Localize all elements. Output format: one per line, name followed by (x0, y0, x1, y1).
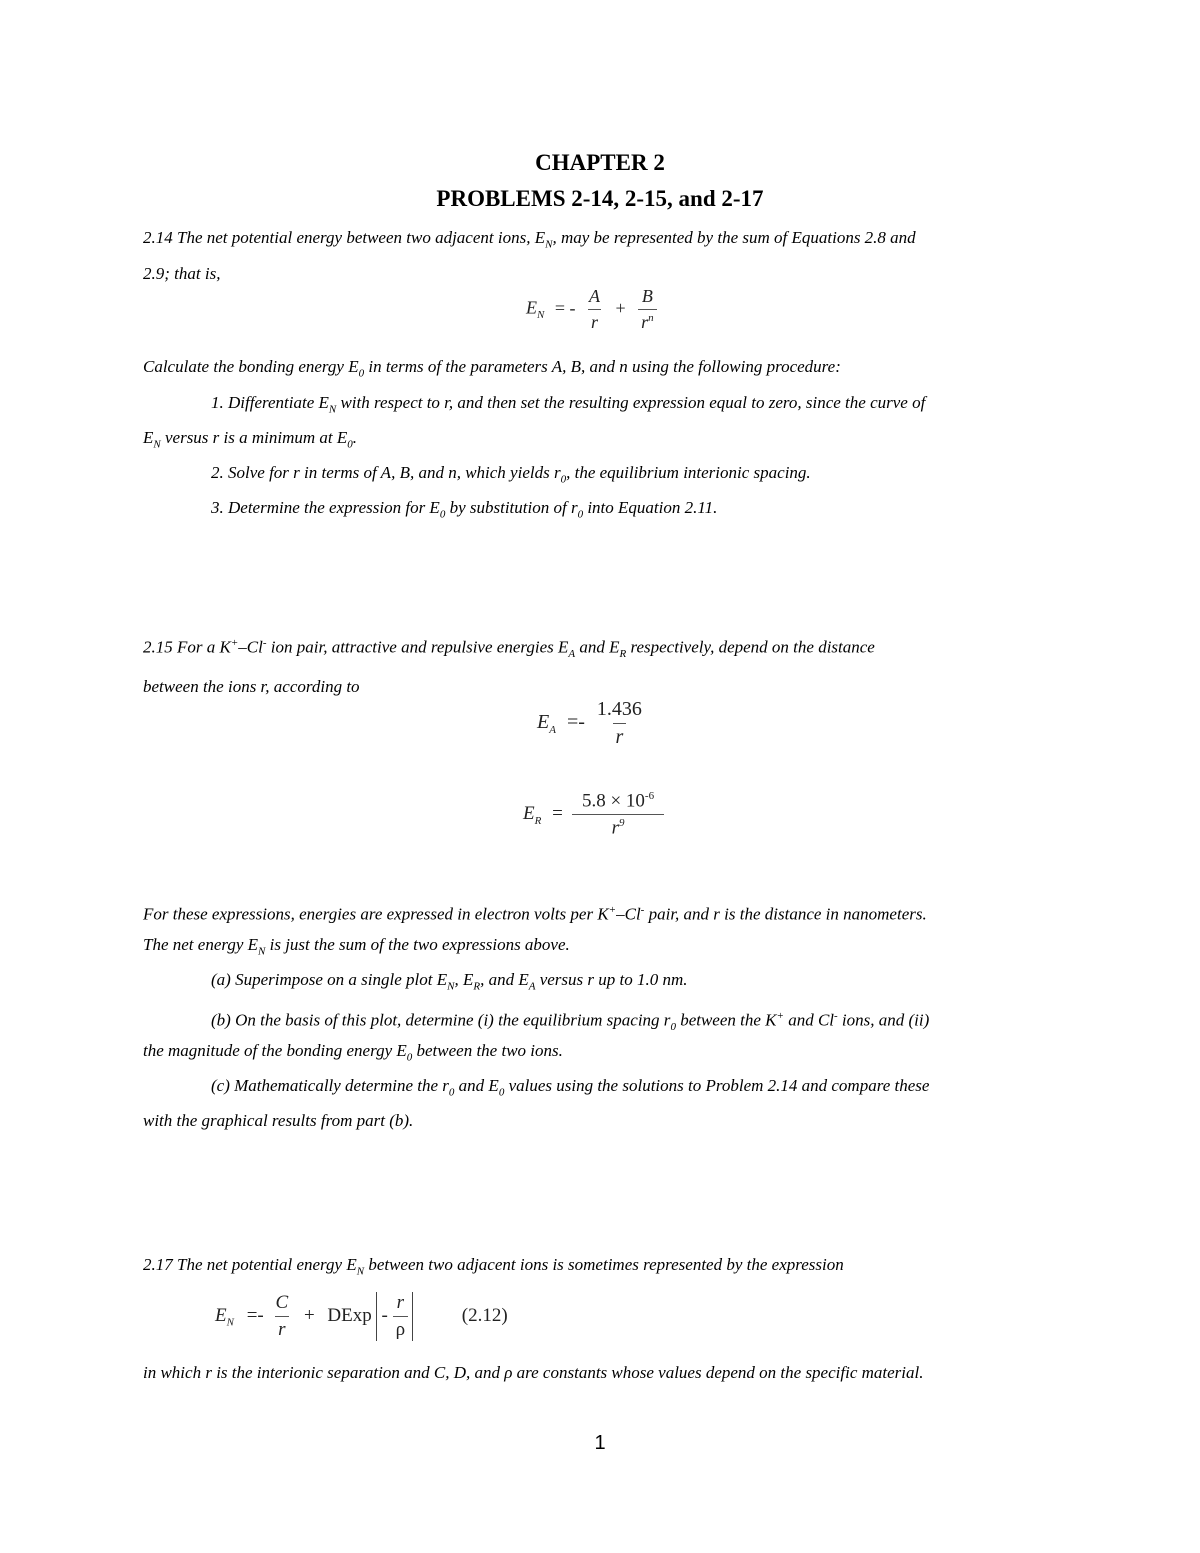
p215-part-a: (a) Superimpose on a single plot $E_N$, $E_R$, and $E_A$ versus r up to 1.0 nm. (211, 970, 688, 993)
chapter-title: CHAPTER 2 (535, 150, 665, 175)
p214-intro-line1: 2.14 The net potential energy between two adjacent ions, $E_N$, may be represented by the sum of Equations 2.8 and (143, 228, 916, 251)
p217-line1: 2.17 The net potential energy $E_N$ between two adjacent ions is sometimes represented by the expression (143, 1255, 844, 1278)
p214-step1-cont: $E_N$ versus r is a minimum at $E_0$. (143, 428, 358, 451)
p214-equation: $E_N$ = - $\frac{A}{r}$ + $\frac{B}{r^n}$ (526, 286, 657, 333)
p214-fraction-b: $\frac{B}{r^n}$ (638, 286, 657, 333)
p215-text1: For these expressions, energies are expressed in electron volts per K+–Cl- pair, and r is the distance in nanometers. (143, 904, 927, 924)
p214-intro-line2: 2.9; that is, (143, 264, 221, 283)
page-number: 1 (594, 1432, 606, 1454)
p214-step3: 3. Determine the expression for $E_0$ by substitution of $r_0$ into Equation 2.11. (211, 498, 718, 521)
p215-equation-er: $E_R$ = $\frac{5.8 \times 10^{-6}}{r^9}$ (523, 790, 664, 840)
p215-part-c: (c) Mathematically determine the $r_0$ and $E_0$ values using the solutions to Problem 2.14 and compare these (211, 1076, 930, 1099)
problems-heading: PROBLEMS 2-14, 2-15, and 2-17 (436, 186, 764, 211)
p215-line2: between the ions r, according to (143, 677, 360, 696)
p215-fraction-er: $\frac{5.8 \times 10^{-6}}{r^9}$ (572, 790, 665, 840)
p215-part-b-cont: the magnitude of the bonding energy $E_0$ between the two ions. (143, 1041, 563, 1064)
p214-calc-line: Calculate the bonding energy $E_0$ in terms of the parameters A, B, and n using the following procedure: (143, 357, 841, 380)
p217-equation: $E_N$ =- $\frac{C}{r}$ + DExp - $\frac{r}{\rho}$ (2.12) (215, 1292, 508, 1340)
p214-step2: 2. Solve for r in terms of A, B, and n, which yields $r_0$, the equilibrium interionic spacing. (211, 463, 811, 486)
p214-fraction-a: $\frac{A}{r}$ (589, 286, 600, 332)
p215-text2: The net energy $E_N$ is just the sum of the two expressions above. (143, 935, 570, 958)
p214-step1: 1. Differentiate $E_N$ with respect to r, and then set the resulting expression equal to zero, since the curve of (211, 393, 926, 416)
p215-line1: 2.15 For a K+–Cl- ion pair, attractive and repulsive energies $E_A$ and $E_R$ respectively, depend on the distance (143, 637, 875, 661)
p217-exp-argument: - $\frac{r}{\rho}$ (376, 1292, 413, 1341)
p215-fraction-ea: $\frac{1.436}{r}$ (596, 698, 642, 748)
p215-part-b: (b) On the basis of this plot, determine (i) the equilibrium spacing $r_0$ between the K+ and Cl- ions, and (ii) (211, 1010, 930, 1034)
p215-part-c-cont: with the graphical results from part (b). (143, 1111, 414, 1130)
equation-number: (2.12) (461, 1304, 508, 1326)
p217-line2: in which r is the interionic separation and C, D, and ρ are constants whose values depend on the specific material. (143, 1363, 924, 1382)
p215-equation-ea: $E_A$ =- $\frac{1.436}{r}$ (537, 698, 645, 749)
p217-fraction-c: $\frac{C}{r}$ (275, 1292, 289, 1340)
